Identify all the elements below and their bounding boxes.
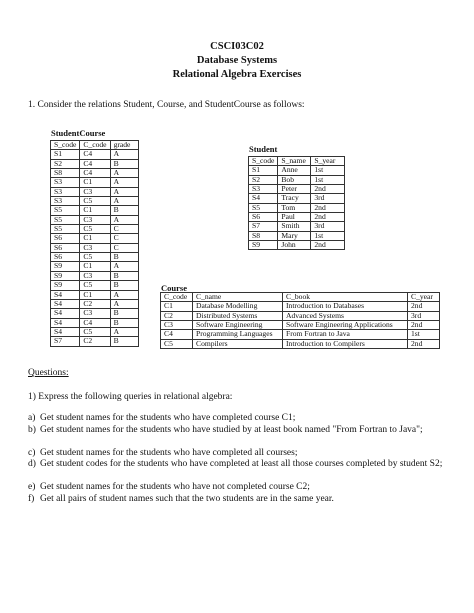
- table-row: [249, 166, 345, 175]
- table-cell: Mary: [278, 231, 311, 240]
- table-row: [51, 281, 139, 290]
- question-text: Get student names for the students who have completed course C1;: [40, 413, 296, 423]
- studentcourse-caption: StudentCourse: [51, 128, 106, 138]
- table-cell: 2nd: [311, 203, 345, 212]
- table-row: [51, 309, 139, 318]
- table-cell: Database Modelling: [193, 302, 283, 311]
- table-cell: 2nd: [311, 185, 345, 194]
- table-cell: C: [110, 225, 138, 234]
- question-item: [28, 482, 448, 494]
- table-row: [249, 194, 345, 203]
- table-cell: Tracy: [278, 194, 311, 203]
- table-cell: 3rd: [311, 222, 345, 231]
- table-cell: S6: [249, 213, 278, 222]
- table-cell: C: [110, 243, 138, 252]
- table-row: [51, 150, 139, 159]
- table-cell: C1: [80, 290, 110, 299]
- table-cell: 2nd: [408, 321, 440, 330]
- table-cell: A: [110, 187, 138, 196]
- table-cell: A: [110, 299, 138, 308]
- table-cell: S5: [51, 215, 80, 224]
- question-item: [28, 413, 448, 425]
- column-header: S_code: [249, 157, 278, 166]
- table-cell: C3: [80, 309, 110, 318]
- table-cell: S2: [249, 175, 278, 184]
- question-item: [28, 494, 448, 506]
- table-cell: From Fortran to Java: [283, 330, 408, 339]
- table-cell: C1: [161, 302, 193, 311]
- table-cell: C1: [80, 234, 110, 243]
- table-cell: S4: [51, 309, 80, 318]
- table-cell: Introduction to Compilers: [283, 339, 408, 348]
- table-cell: A: [110, 327, 138, 336]
- table-cell: S9: [51, 262, 80, 271]
- table-cell: C5: [80, 327, 110, 336]
- table-cell: B: [110, 206, 138, 215]
- table-cell: Programming Languages: [193, 330, 283, 339]
- table-row: [51, 225, 139, 234]
- student-caption: Student: [249, 144, 278, 154]
- table-cell: 3rd: [408, 311, 440, 320]
- table-row: [51, 187, 139, 196]
- table-cell: Paul: [278, 213, 311, 222]
- question-label: a): [28, 413, 36, 423]
- table-cell: C3: [80, 215, 110, 224]
- column-header: C_code: [161, 293, 193, 302]
- table-cell: Introduction to Databases: [283, 302, 408, 311]
- table-row: [51, 243, 139, 252]
- table-cell: S4: [51, 290, 80, 299]
- question-label: e): [28, 482, 36, 492]
- exercise-title: Relational Algebra Exercises: [172, 69, 302, 80]
- question-label: f): [28, 493, 35, 504]
- question-label: b): [28, 424, 36, 435]
- table-cell: 2nd: [408, 302, 440, 311]
- question-text: Get student names for the students who have studied by at least book named "From Fortran to Java";: [40, 424, 423, 435]
- table-cell: C5: [80, 225, 110, 234]
- table-cell: C4: [80, 159, 110, 168]
- question-label: c): [28, 447, 36, 458]
- table-cell: C5: [80, 253, 110, 262]
- column-header: C_code: [80, 141, 110, 150]
- course-caption: Course: [161, 283, 187, 293]
- table-cell: Peter: [278, 185, 311, 194]
- table-cell: C4: [161, 330, 193, 339]
- table-cell: A: [110, 197, 138, 206]
- studentcourse-table: [50, 140, 139, 347]
- table-row: [51, 327, 139, 336]
- table-row: [161, 339, 440, 348]
- table-cell: C5: [80, 281, 110, 290]
- table-cell: S4: [51, 318, 80, 327]
- question-text: Get student names for the students who have completed all courses;: [40, 447, 298, 458]
- table-row: [51, 290, 139, 299]
- table-cell: C1: [80, 262, 110, 271]
- table-row: [51, 159, 139, 168]
- table-cell: S6: [51, 243, 80, 252]
- column-header: S_name: [278, 157, 311, 166]
- column-header: S_year: [311, 157, 345, 166]
- question-item: [28, 425, 448, 437]
- table-cell: 1st: [311, 175, 345, 184]
- table-cell: Software Engineering Applications: [283, 321, 408, 330]
- question-text: Get all pairs of student names such that the two students are in the same year.: [40, 493, 334, 504]
- table-cell: A: [110, 169, 138, 178]
- table-cell: C: [110, 234, 138, 243]
- table-row: [51, 337, 139, 346]
- course-code: CSCI03C02: [210, 41, 264, 52]
- table-cell: B: [110, 271, 138, 280]
- table-cell: Distributed Systems: [193, 311, 283, 320]
- table-cell: S9: [51, 281, 80, 290]
- table-cell: Smith: [278, 222, 311, 231]
- table-cell: S5: [249, 203, 278, 212]
- table-cell: S4: [51, 299, 80, 308]
- table-cell: Software Engineering: [193, 321, 283, 330]
- table-cell: A: [110, 215, 138, 224]
- question-text: Get student names for the students who have not completed course C2;: [40, 482, 310, 492]
- column-header: C_year: [408, 293, 440, 302]
- table-row: [161, 330, 440, 339]
- table-cell: S3: [51, 187, 80, 196]
- table-cell: C4: [80, 318, 110, 327]
- table-row: [249, 203, 345, 212]
- table-row: [51, 206, 139, 215]
- table-cell: B: [110, 309, 138, 318]
- table-cell: B: [110, 159, 138, 168]
- table-cell: C2: [80, 299, 110, 308]
- table-cell: 1st: [408, 330, 440, 339]
- questions-heading: Questions:: [28, 368, 69, 378]
- column-header: C_book: [283, 293, 408, 302]
- course-name: Database Systems: [196, 55, 278, 66]
- table-cell: S7: [51, 337, 80, 346]
- table-row: [51, 215, 139, 224]
- table-cell: A: [110, 150, 138, 159]
- table-cell: B: [110, 318, 138, 327]
- table-cell: Tom: [278, 203, 311, 212]
- table-cell: C3: [80, 271, 110, 280]
- table-cell: B: [110, 337, 138, 346]
- table-row: [249, 241, 345, 250]
- table-cell: 2nd: [311, 213, 345, 222]
- table-cell: S9: [51, 271, 80, 280]
- table-cell: S3: [249, 185, 278, 194]
- table-cell: Advanced Systems: [283, 311, 408, 320]
- table-cell: 2nd: [311, 241, 345, 250]
- table-cell: C4: [80, 169, 110, 178]
- table-cell: C5: [161, 339, 193, 348]
- table-row: [51, 299, 139, 308]
- table-cell: 1st: [311, 166, 345, 175]
- table-cell: S3: [51, 178, 80, 187]
- table-cell: C3: [80, 187, 110, 196]
- intro-text: 1. Consider the relations Student, Course, and StudentCourse as follows:: [28, 100, 305, 110]
- questions-intro: 1) Express the following queries in relational algebra:: [28, 392, 233, 402]
- table-row: [51, 253, 139, 262]
- table-row: [249, 222, 345, 231]
- table-cell: A: [110, 178, 138, 187]
- table-row: [51, 318, 139, 327]
- table-cell: Compilers: [193, 339, 283, 348]
- table-row: [51, 178, 139, 187]
- table-cell: C2: [161, 311, 193, 320]
- table-cell: B: [110, 253, 138, 262]
- table-cell: C3: [161, 321, 193, 330]
- table-cell: A: [110, 290, 138, 299]
- table-cell: S7: [249, 222, 278, 231]
- table-row: [51, 197, 139, 206]
- table-cell: Bob: [278, 175, 311, 184]
- table-cell: 3rd: [311, 194, 345, 203]
- table-cell: C3: [80, 243, 110, 252]
- table-cell: C4: [80, 150, 110, 159]
- table-cell: John: [278, 241, 311, 250]
- table-row: [51, 271, 139, 280]
- table-row: [51, 262, 139, 271]
- table-cell: S5: [51, 206, 80, 215]
- table-cell: S4: [249, 194, 278, 203]
- column-header: grade: [110, 141, 138, 150]
- table-cell: S1: [249, 166, 278, 175]
- table-cell: S6: [51, 253, 80, 262]
- question-text: Get student codes for the students who have completed at least all those courses completed by student S2;: [40, 459, 443, 469]
- table-cell: S5: [51, 225, 80, 234]
- table-cell: S4: [51, 327, 80, 336]
- table-cell: S2: [51, 159, 80, 168]
- table-cell: 2nd: [408, 339, 440, 348]
- question-label: d): [28, 459, 36, 469]
- table-row: [161, 302, 440, 311]
- table-cell: C2: [80, 337, 110, 346]
- table-cell: S8: [249, 231, 278, 240]
- table-cell: A: [110, 262, 138, 271]
- table-cell: S3: [51, 197, 80, 206]
- table-row: [51, 234, 139, 243]
- header-row: [51, 141, 139, 150]
- table-cell: C1: [80, 206, 110, 215]
- table-cell: B: [110, 281, 138, 290]
- table-cell: C1: [80, 178, 110, 187]
- table-cell: S1: [51, 150, 80, 159]
- course-table: [160, 292, 440, 349]
- table-row: [249, 231, 345, 240]
- table-cell: S6: [51, 234, 80, 243]
- column-header: S_code: [51, 141, 80, 150]
- question-item: [28, 448, 448, 460]
- table-cell: Anne: [278, 166, 311, 175]
- question-item: [28, 459, 448, 471]
- table-row: [51, 169, 139, 178]
- table-cell: 1st: [311, 231, 345, 240]
- table-cell: S8: [51, 169, 80, 178]
- student-table: [248, 156, 345, 250]
- table-cell: S9: [249, 241, 278, 250]
- table-cell: C5: [80, 197, 110, 206]
- column-header: C_name: [193, 293, 283, 302]
